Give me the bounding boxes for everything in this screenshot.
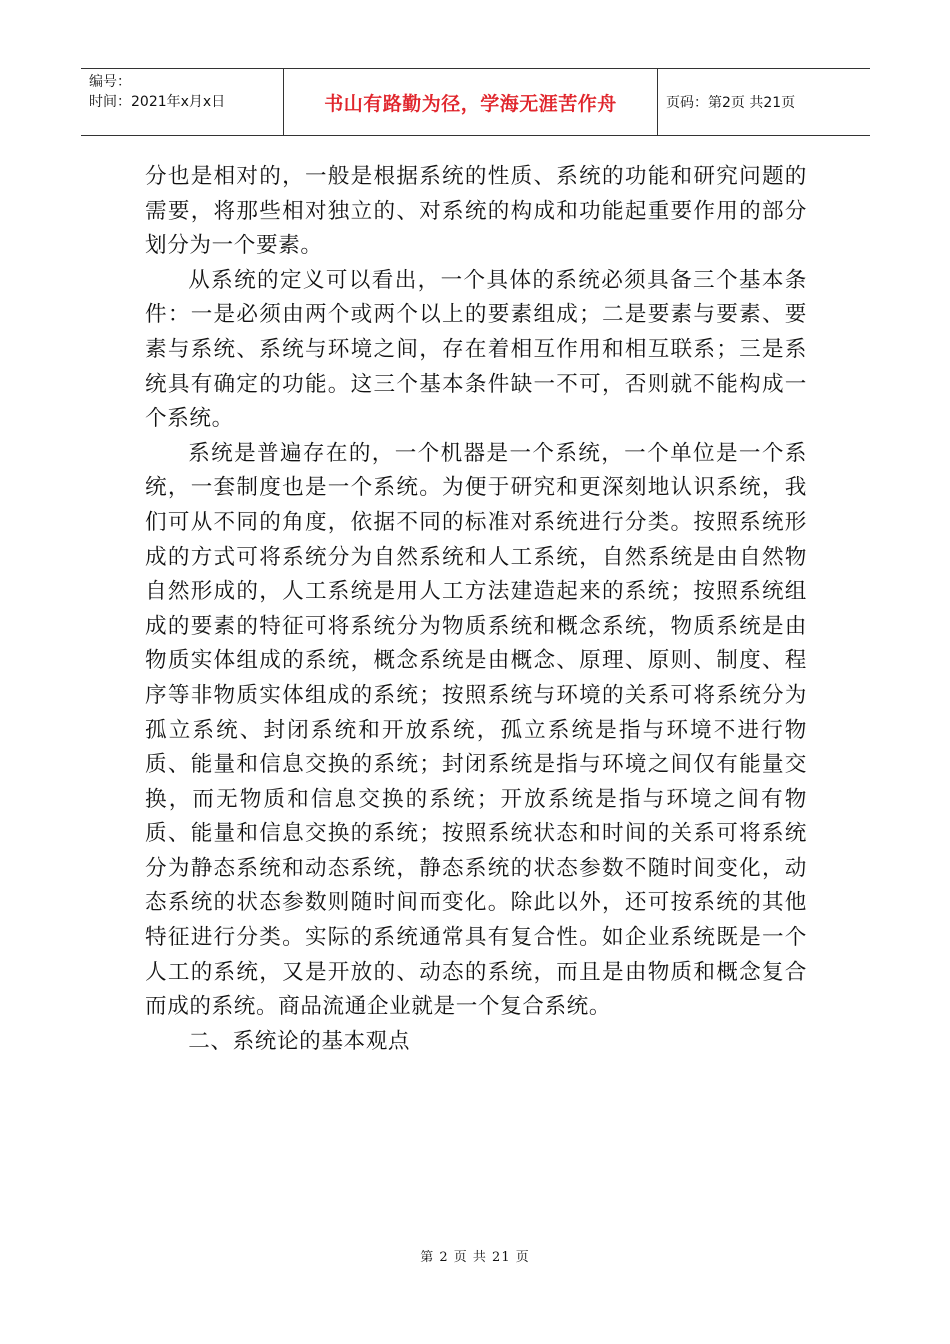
paragraph: 从系统的定义可以看出，一个具体的系统必须具备三个基本条件：一是必须由两个或两个以上的要素组成；二是要素与要素、要素与系统、系统与环境之间，存在着相互作用和相互联系；三是系统具有确定的功能。这三个基本条件缺一不可，否则就不能构成一个系统。 — [145, 267, 807, 432]
document-time-label: 时间：2021年x月x日 — [89, 94, 226, 110]
header-motto: 书山有路勤为径，学海无涯苦作舟 — [324, 92, 617, 115]
header-motto-cell — [284, 69, 658, 135]
header-page-cell — [658, 69, 870, 135]
section-heading: 二、系统论的基本观点 — [188, 1028, 411, 1054]
header-meta-cell — [81, 69, 284, 135]
paragraph: 系统是普遍存在的，一个机器是一个系统，一个单位是一个系统，一套制度也是一个系统。为便于研究和更深刻地认识系统，我们可从不同的角度，依据不同的标准对系统进行分类。按照系统形成的方式可将系统分为自然系统和人工系统，自然系统是由自然物自然形成的，人工系统是用人工方法建造起来的系统；按照系统组成的要素的特征可将系统分为物质系统和概念系统，物质系统是由物质实体组成的系统，概念系统是由概念、原理、原则、制度、程序等非物质实体组成的系统；按照系统与环境的关系可将系统分为孤立系统、封闭系统和开放系统，孤立系统是指与环境不进行物质、能量和信息交换的系统；封闭系统是指与环境之间仅有能量交换，而无物质和信息交换的系统；开放系统是指与环境之间有物质、能量和信息交换的系统；按照系统状态和时间的关系可将系统分为静态系统和动态系统，静态系统的状态参数不随时间变化，动态系统的状态参数则随时间而变化。除此以外，还可按系统的其他特征进行分类。实际的系统通常具有复合性。如企业系统既是一个人工的系统，又是开放的、动态的系统，而且是由物质和概念复合而成的系统。商品流通企业就是一个复合系统。 — [145, 440, 807, 1020]
page-header — [81, 68, 870, 136]
document-body — [145, 160, 807, 1059]
header-page-number: 页码：第2页 共21页 — [666, 95, 796, 111]
page-footer: 第 2 页 共 21 页 — [420, 1250, 530, 1265]
paragraph-continued: 分也是相对的，一般是根据系统的性质、系统的功能和研究问题的需要，将那些相对独立的、对系统的构成和功能起重要作用的部分划分为一个要素。 — [145, 164, 807, 259]
document-number-label: 编号： — [89, 74, 131, 90]
